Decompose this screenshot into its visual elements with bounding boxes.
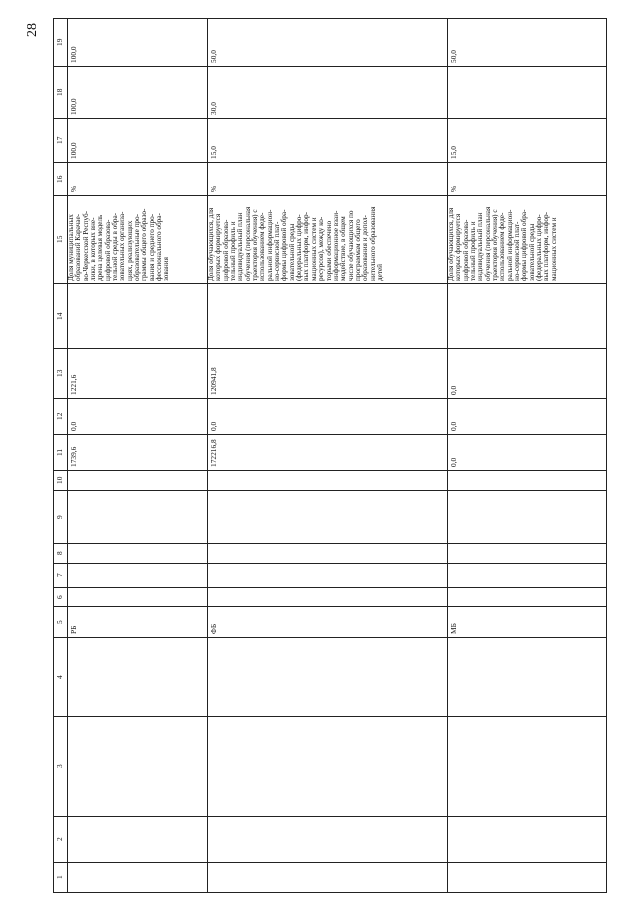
- table-rule: [53, 637, 606, 638]
- cell-col18-row2: 30,0: [209, 102, 218, 115]
- indicator-line: образований Карачае-: [74, 213, 83, 281]
- indicator-line: использованием феде-: [258, 212, 267, 281]
- indicator-line: ресурсов), между ко-: [317, 216, 326, 281]
- column-number-12: 12: [55, 412, 64, 420]
- table-rule: [53, 434, 606, 435]
- cell-col16-row2: %: [209, 185, 218, 192]
- indicator-line: обучения (персональная: [243, 206, 252, 281]
- indicator-text-row1: [68, 209, 171, 281]
- column-number-19: 19: [55, 38, 64, 46]
- indicator-line: образования и допол-: [361, 215, 370, 281]
- column-number-5: 5: [55, 619, 64, 624]
- indicator-line: граммы общего образо-: [140, 208, 149, 281]
- table-rule: [53, 470, 606, 471]
- indicator-line: тельный профиль и: [469, 221, 478, 281]
- indicator-line: лики, в которых вне-: [89, 217, 98, 281]
- indicator-line: траектория обучения) с: [251, 209, 260, 281]
- indicator-line: мационных систем и: [549, 217, 558, 281]
- table-rule: [53, 862, 606, 863]
- indicator-line: цифровой образова-: [461, 219, 470, 281]
- indicator-line: нительного образования: [368, 206, 377, 281]
- indicator-line: цифровой образова-: [221, 219, 230, 281]
- indicator-line: зовательной среды: [287, 223, 296, 281]
- indicator-line: циях, реализующих: [125, 220, 134, 281]
- cell-col17-row1: 100,0: [69, 142, 78, 159]
- table-rule: [53, 892, 607, 893]
- table-rule: [606, 18, 607, 892]
- indicator-line: вых платформ, инфор-: [542, 211, 551, 281]
- cell-col5-row2: ФБ: [209, 623, 218, 634]
- column-number-4: 4: [55, 674, 64, 679]
- cell-col11-row3: 0,0: [449, 457, 458, 467]
- indicator-line: но-сервисной плат-: [273, 221, 282, 281]
- indicator-text-row2: [208, 207, 384, 281]
- column-number-17: 17: [55, 136, 64, 144]
- column-number-10: 10: [55, 476, 64, 484]
- table-rule: [67, 18, 68, 892]
- indicator-line: Доля обучающихся, для: [207, 207, 215, 281]
- column-number-6: 6: [55, 594, 64, 599]
- cell-col19-row2: 50,0: [209, 50, 218, 63]
- column-number-14: 14: [55, 312, 64, 320]
- column-number-1: 1: [55, 875, 64, 879]
- column-number-7: 7: [55, 573, 64, 577]
- column-number-2: 2: [55, 837, 64, 841]
- cell-col13-row2: 120941,8: [209, 367, 218, 395]
- cell-col19-row1: 100,0: [69, 46, 78, 63]
- indicator-line: цифровой образова-: [103, 219, 112, 281]
- indicator-line: которых формируется: [214, 213, 223, 281]
- indicator-line: ральной информацион-: [265, 209, 274, 281]
- indicator-line: мационных систем и: [309, 217, 318, 281]
- indicator-line: использованием феде-: [498, 212, 507, 281]
- table-rule: [53, 587, 606, 588]
- indicator-line: тельной среды в обра-: [111, 212, 120, 281]
- indicator-line: траектория обучения) с: [491, 209, 500, 281]
- indicator-text-row3: [448, 207, 558, 281]
- cell-col5-row3: МБ: [449, 623, 458, 634]
- indicator-line: дрена целевая модель: [96, 214, 105, 281]
- indicator-line: зовательной среды: [527, 223, 536, 281]
- indicator-line: тельный профиль и: [229, 221, 238, 281]
- column-number-15: 15: [55, 235, 64, 243]
- column-number-8: 8: [55, 551, 64, 555]
- column-number-13: 13: [55, 369, 64, 377]
- cell-col18-row1: 100,0: [69, 98, 78, 115]
- indicator-line: но-сервисной плат-: [513, 221, 522, 281]
- table-rule: [447, 18, 448, 892]
- cell-col13-row1: 1221,6: [69, 374, 78, 395]
- indicator-line: зовательных организа-: [118, 211, 127, 281]
- table-rule: [53, 543, 606, 544]
- cell-col11-row1: 1739,6: [69, 446, 78, 467]
- cell-col17-row3: 15,0: [449, 146, 458, 159]
- table-rule: [53, 563, 606, 564]
- indicator-line: во-Черкесской Респуб-: [81, 210, 90, 281]
- indicator-line: Доля обучающихся, для: [447, 207, 455, 281]
- page-number: 28: [25, 23, 40, 37]
- table-rule: [53, 195, 606, 196]
- cell-col13-row3: 0,0: [449, 385, 458, 395]
- indicator-line: информационное взаи-: [331, 210, 340, 281]
- table-rule: [53, 716, 606, 717]
- indicator-line: образовательные про-: [133, 213, 142, 281]
- table-rule: [53, 66, 606, 67]
- indicator-line: программам общего: [353, 219, 362, 281]
- indicator-line: которых формируется: [454, 213, 463, 281]
- cell-col11-row2: 172216,8: [209, 439, 218, 467]
- indicator-line: вания и среднего про-: [147, 213, 156, 281]
- cell-col12-row2: 0,0: [209, 421, 218, 431]
- indicator-line: формы цифровой обра-: [520, 209, 529, 281]
- indicator-line: (федеральных цифро-: [295, 214, 304, 281]
- table-rule: [53, 118, 606, 119]
- indicator-line: числе обучающихся по: [346, 210, 355, 281]
- cell-col19-row3: 50,0: [449, 50, 458, 63]
- indicator-line: обучения (персональная: [483, 206, 492, 281]
- indicator-line: (федеральных цифро-: [535, 214, 544, 281]
- column-number-18: 18: [55, 88, 64, 96]
- table-rule: [53, 18, 606, 19]
- column-number-11: 11: [55, 448, 64, 456]
- cell-col12-row1: 0,0: [69, 421, 78, 431]
- cell-col16-row1: %: [69, 185, 78, 192]
- indicator-line: вых платформ, инфор-: [302, 211, 311, 281]
- table-rule: [207, 18, 208, 892]
- table-rule: [53, 18, 54, 892]
- table-rule: [53, 606, 606, 607]
- cell-col16-row3: %: [449, 185, 458, 192]
- indicator-line: зования: [162, 257, 171, 281]
- table-rule: [53, 283, 606, 284]
- column-number-16: 16: [55, 175, 64, 183]
- column-number-9: 9: [55, 514, 64, 519]
- table-rule: [53, 398, 606, 399]
- table-rule: [53, 816, 606, 817]
- indicator-line: фессионального обра-: [155, 213, 164, 281]
- table-rule: [53, 490, 606, 491]
- table-rule: [53, 162, 606, 163]
- cell-col12-row3: 0,0: [449, 421, 458, 431]
- indicator-line: ральной информацион-: [505, 209, 514, 281]
- indicator-line: модействие, в общем: [339, 216, 348, 281]
- cell-col17-row2: 15,0: [209, 146, 218, 159]
- indicator-line: формы цифровой обра-: [280, 209, 289, 281]
- table-rule: [53, 348, 606, 349]
- cell-col5-row1: РБ: [69, 625, 78, 634]
- indicator-line: торыми обеспечено: [324, 220, 333, 281]
- column-number-3: 3: [55, 764, 64, 768]
- indicator-line: Доля муниципальных: [67, 214, 75, 281]
- indicator-line: индивидуальный план: [236, 212, 245, 281]
- indicator-line: детей: [375, 263, 384, 281]
- indicator-line: индивидуальный план: [476, 212, 485, 281]
